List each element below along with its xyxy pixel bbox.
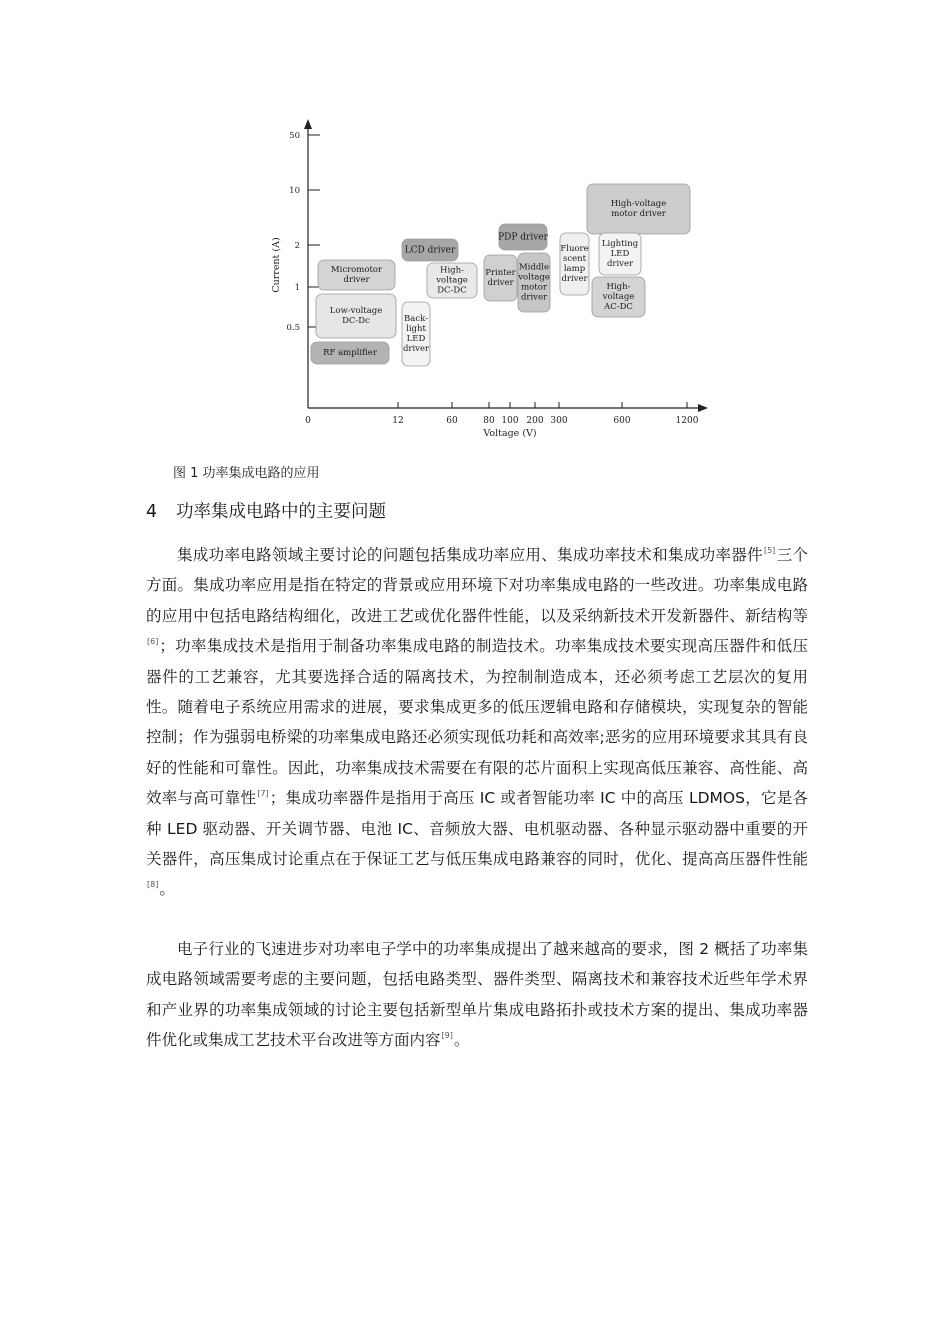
region-label-middle-voltage-motor-driver: driver bbox=[520, 292, 548, 303]
p1-text-3: ；功率集成技术是指用于制备功率集成电路的制造技术。功率集成技术要实现高压器件和低压器件的工艺兼容，尤其要选择合适的隔离技术，为控制制造成本，还必须考虑工艺层次的复用性。随着电子系统应用需求的进展，要求集成更多的低压逻辑电路和存储模块，实现复杂的智能控制；作为强弱电桥梁的功率集成电路还必须实现低功耗和高效率;恶劣的应用环境要求其具有良好的性能和可靠性。因此，功率集成技术需要在有限的芯片面积上实现高低压兼容、高性能、高效率与高可靠性 bbox=[146, 637, 808, 808]
region-label-high-voltage-ac-dc: High- bbox=[606, 282, 631, 293]
section-number: 4 bbox=[146, 502, 158, 522]
region-label-high-voltage-dc-dc: High- bbox=[440, 265, 464, 276]
region-label-back-light-led-driver: light bbox=[406, 324, 426, 335]
region-label-lcd-driver: LCD driver bbox=[404, 245, 456, 256]
y-tick-label: 50 bbox=[289, 131, 300, 141]
region-label-micromotor-driver: Micromotor bbox=[330, 265, 383, 276]
y-axis-arrow bbox=[304, 119, 312, 129]
region-label-rf-amplifier: RF amplifier bbox=[323, 348, 377, 359]
region-label-fluore-scent-lamp-driver: scent bbox=[562, 254, 587, 265]
region-label-high-voltage-dc-dc: DC-DC bbox=[437, 285, 467, 296]
x-tick-label: 0 bbox=[305, 416, 311, 426]
region-label-high-voltage-ac-dc: AC-DC bbox=[604, 302, 633, 313]
section-title: 功率集成电路中的主要问题 bbox=[176, 502, 386, 522]
citation-5[interactable]: [5] bbox=[763, 546, 776, 555]
y-tick-label: 1 bbox=[294, 283, 300, 293]
section-heading bbox=[146, 498, 386, 523]
region-label-high-voltage-dc-dc: voltage bbox=[436, 275, 468, 286]
voltage-current-diagram bbox=[260, 115, 720, 445]
region-label-printer-driver: driver bbox=[487, 278, 514, 289]
x-tick-label: 300 bbox=[550, 416, 568, 426]
region-label-high-voltage-motor-driver: High-voltage bbox=[610, 199, 667, 210]
region-label-high-voltage-motor-driver: motor driver bbox=[611, 209, 666, 220]
p1-text-1: 集成功率电路领域主要讨论的问题包括集成功率应用、集成功率技术和集成功率器件 bbox=[177, 546, 763, 564]
application-figure bbox=[260, 115, 720, 445]
region-label-middle-voltage-motor-driver: Middle bbox=[518, 262, 550, 273]
x-tick-label: 60 bbox=[446, 416, 458, 426]
region-label-fluore-scent-lamp-driver: Fluore bbox=[560, 244, 589, 255]
y-tick-label: 0.5 bbox=[286, 323, 300, 333]
p2-text-2: 。 bbox=[453, 1031, 470, 1050]
region-label-lighting-led-driver: driver bbox=[606, 259, 634, 270]
region-label-back-light-led-driver: driver bbox=[402, 344, 430, 355]
region-label-fluore-scent-lamp-driver: driver bbox=[561, 274, 588, 285]
x-axis-label: Voltage (V) bbox=[483, 428, 537, 439]
x-tick-label: 600 bbox=[613, 416, 631, 426]
p1-text-5: 。 bbox=[159, 880, 175, 899]
region-label-pdp-driver: PDP driver bbox=[498, 232, 548, 243]
y-tick-label: 10 bbox=[289, 186, 300, 196]
p2-text-1: 电子行业的飞速进步对功率电子学中的功率集成提出了越来越高的要求，图 2 概括了功率集成电路领域需要考虑的主要问题，包括电路类型、器件类型、隔离技术和兼容技术近些年学术界和产业界的功率集成领域的讨论主要包括新型单片集成电路拓扑或技术方案的提出、集成功率器件优化或集成工艺技术平台改进等方面内容 bbox=[146, 940, 808, 1050]
paragraph-1 bbox=[146, 540, 808, 905]
region-label-printer-driver: Printer bbox=[485, 268, 516, 279]
x-tick-label: 80 bbox=[483, 416, 495, 426]
region-label-low-voltage-dc-dc: Low-voltage bbox=[329, 306, 383, 317]
y-axis-label: Current (A) bbox=[271, 237, 282, 293]
region-label-middle-voltage-motor-driver: motor bbox=[521, 282, 547, 293]
region-label-high-voltage-ac-dc: voltage bbox=[602, 292, 635, 303]
x-tick-label: 1200 bbox=[675, 416, 699, 426]
region-label-lighting-led-driver: Lighting bbox=[601, 239, 639, 250]
region-label-back-light-led-driver: Back- bbox=[404, 314, 428, 325]
region-label-micromotor-driver: driver bbox=[343, 275, 370, 286]
region-label-low-voltage-dc-dc: DC-Dc bbox=[342, 316, 370, 327]
y-tick-label: 2 bbox=[294, 241, 300, 251]
citation-8[interactable]: [8] bbox=[147, 880, 159, 890]
region-label-lighting-led-driver: LED bbox=[610, 249, 630, 260]
x-axis-arrow bbox=[698, 404, 708, 412]
region-label-middle-voltage-motor-driver: voltage bbox=[518, 272, 550, 283]
region-label-back-light-led-driver: LED bbox=[406, 334, 426, 345]
citation-6[interactable]: [6] bbox=[147, 637, 159, 647]
citation-9[interactable]: [9] bbox=[441, 1031, 453, 1041]
p1-text-4: ；集成功率器件是指用于高压 IC 或者智能功率 IC 中的高压 LDMOS，它是各种 LED 驱动器、开关调节器、电池 IC、音频放大器、电机驱动器、各种显示驱动器中重要的开关器件，高压集成讨论重点在于保证工艺与低压集成电路兼容的同时，优化、提高高压器件性能 bbox=[146, 789, 808, 869]
citation-7[interactable]: [7] bbox=[257, 789, 269, 799]
x-tick-label: 100 bbox=[501, 416, 519, 426]
figure-caption: 图 1 功率集成电路的应用 bbox=[173, 466, 320, 481]
x-tick-label: 12 bbox=[392, 416, 404, 426]
p1-text-2: 三个方面。集成功率应用是指在特定的背景或应用环境下对功率集成电路的一些改进。功率集成电路的应用中包括电路结构细化，改进工艺或优化器件性能，以及采纳新技术开发新器件、新结构等 bbox=[146, 546, 808, 625]
x-tick-label: 200 bbox=[526, 416, 544, 426]
paragraph-2 bbox=[146, 934, 808, 1056]
region-label-fluore-scent-lamp-driver: lamp bbox=[563, 264, 586, 275]
